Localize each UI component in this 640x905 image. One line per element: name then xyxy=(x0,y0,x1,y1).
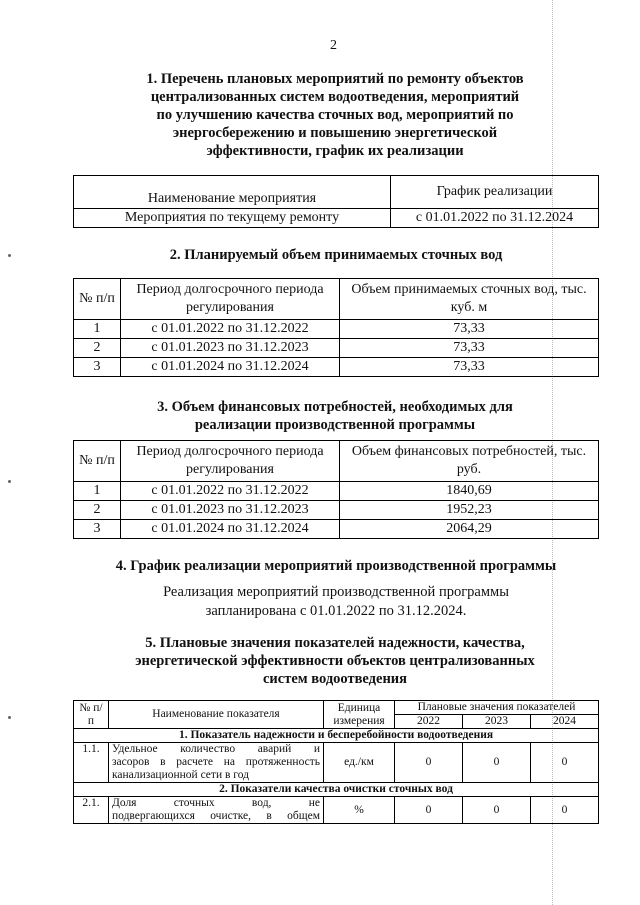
indicator-name: Доля сточных вод, не подвергающихся очистке, в общем xyxy=(109,797,324,824)
section-4-title: 4. График реализации мероприятий производственной программы xyxy=(115,558,557,574)
table-row: 2 с 01.01.2023 по 31.12.2023 73,33 xyxy=(74,339,599,358)
table-row: 2 с 01.01.2023 по 31.12.2023 1952,23 xyxy=(74,501,599,520)
activities-table xyxy=(73,175,599,228)
header-period: Период долгосрочного периода регулирования xyxy=(121,441,340,482)
table-row: 3 с 01.01.2024 по 31.12.2024 2064,29 xyxy=(74,520,599,539)
scan-mark xyxy=(8,716,11,719)
header-num: № п/п xyxy=(74,441,121,482)
activity-schedule: с 01.01.2022 по 31.12.2024 xyxy=(391,209,599,228)
financial-needs-table xyxy=(73,440,599,539)
table-row: 2.1. Доля сточных вод, не подвергающихся очистке, в общем % 0 0 0 xyxy=(74,797,599,824)
activity-name: Мероприятия по текущему ремонту xyxy=(74,209,391,228)
header-year-2024: 2024 xyxy=(530,715,598,729)
table-row: 1 с 01.01.2022 по 31.12.2022 73,33 xyxy=(74,320,599,339)
section-3-title: 3. Объем финансовых потребностей, необходимых для реализации производственной программы xyxy=(157,399,513,433)
header-year-2022: 2022 xyxy=(395,715,463,729)
page-number: 2 xyxy=(330,38,337,53)
section-1-title: 1. Перечень плановых мероприятий по ремонту объектов централизованных систем водоотведения, мероприятий по улучшению качества сточных вод, мероприятий по энергосбережению и повышению энергетической эффективности, график их реализации xyxy=(146,71,524,159)
header-volume: Объем принимаемых сточных вод, тыс. куб. м xyxy=(340,279,599,320)
table-row: 1 с 01.01.2022 по 31.12.2022 1840,69 xyxy=(74,482,599,501)
scan-mark xyxy=(8,480,11,483)
wastewater-volume-table xyxy=(73,278,599,377)
header-year-2023: 2023 xyxy=(462,715,530,729)
header-planned-values: Плановые значения показателей xyxy=(395,701,599,715)
indicators-table xyxy=(73,700,599,824)
indicator-name: Удельное количество аварий и засоров в расчете на протяженность канализационной сети в год xyxy=(109,743,324,783)
header-unit: Единица измерения xyxy=(324,701,395,729)
header-period: Период долгосрочного периода регулирования xyxy=(121,279,340,320)
table-row: 1.1. Удельное количество аварий и засоров в расчете на протяженность канализационной сети в год ед./км 0 0 0 xyxy=(74,743,599,783)
header-activity-name: Наименование мероприятия xyxy=(74,176,391,209)
section-5-title: 5. Плановые значения показателей надежности, качества, энергетической эффективности объектов централизованных систем водоотведения xyxy=(135,635,535,687)
header-schedule: График реализации xyxy=(391,176,599,209)
section-4-text: Реализация мероприятий производственной программы запланирована с 01.01.2022 по 31.12.2024. xyxy=(163,584,509,619)
group-treatment-quality: 2. Показатели качества очистки сточных вод xyxy=(74,783,599,797)
group-reliability: 1. Показатель надежности и бесперебойности водоотведения xyxy=(74,729,599,743)
header-num: № п/п xyxy=(74,279,121,320)
table-row: 3 с 01.01.2024 по 31.12.2024 73,33 xyxy=(74,358,599,377)
header-indicator-name: Наименование показателя xyxy=(109,701,324,729)
header-num: № п/п xyxy=(74,701,109,729)
section-2-title: 2. Планируемый объем принимаемых сточных вод xyxy=(169,247,503,263)
scan-mark xyxy=(8,254,11,257)
header-financial: Объем финансовых потребностей, тыс. руб. xyxy=(340,441,599,482)
